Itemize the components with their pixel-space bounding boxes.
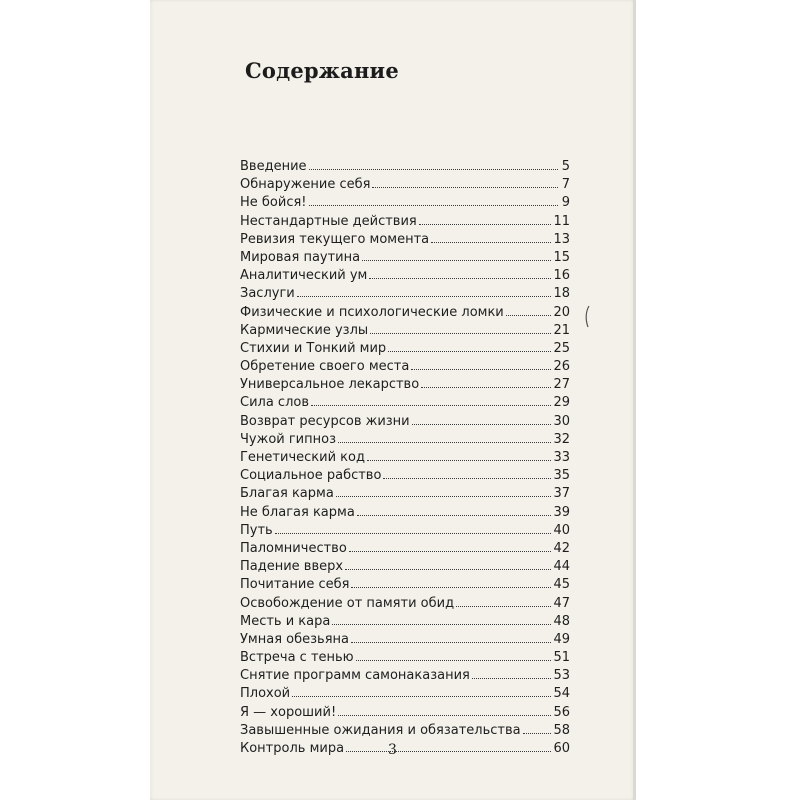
toc-entry-page: 32 <box>553 431 570 447</box>
toc-entry-title: Ревизия текущего момента <box>240 231 430 247</box>
dot-leader <box>351 587 551 588</box>
dot-leader <box>356 660 552 661</box>
toc-entry <box>240 214 570 232</box>
dot-leader <box>336 496 552 497</box>
toc-entry <box>240 395 570 413</box>
toc-entry-page: 33 <box>553 450 570 465</box>
toc-entry <box>240 596 570 614</box>
toc-entry-title: Стихии и Тонкий мир <box>240 340 387 356</box>
dot-leader <box>370 333 551 334</box>
toc-entry-page: 37 <box>553 486 570 502</box>
toc-entry <box>240 195 570 213</box>
dot-leader <box>419 224 552 225</box>
toc-entry <box>240 686 570 704</box>
toc-entry <box>240 377 570 395</box>
toc-entry <box>240 668 570 686</box>
toc-entry-title: Умная обезьяна <box>240 631 349 647</box>
toc-entry-page: 25 <box>553 340 570 356</box>
toc-entry <box>240 650 570 668</box>
dot-leader <box>369 278 551 279</box>
toc-entry-title: Путь <box>240 522 273 538</box>
dot-leader <box>411 369 551 370</box>
dot-leader <box>367 460 552 461</box>
toc-entry <box>240 705 570 723</box>
toc-entry-page: 5 <box>561 159 570 174</box>
toc-entry-page: 49 <box>553 631 570 647</box>
toc-entry <box>240 305 570 323</box>
dot-leader <box>431 242 551 243</box>
toc-entry-title: Не бойся! <box>240 195 307 211</box>
dot-leader <box>523 733 552 734</box>
toc-entry <box>240 450 570 468</box>
dot-leader <box>388 351 551 352</box>
toc-entry-page: 58 <box>553 722 570 738</box>
dot-leader <box>421 387 551 388</box>
toc-entry <box>240 432 570 450</box>
dot-leader <box>372 187 558 188</box>
dot-leader <box>297 296 552 297</box>
toc-entry-page: 35 <box>553 468 570 484</box>
toc-entry <box>240 359 570 377</box>
toc-entry-page: 7 <box>561 177 570 193</box>
toc-entry-page: 29 <box>553 395 570 411</box>
toc-entry-title: Освобождение от памяти обид <box>240 595 455 611</box>
dot-leader <box>472 678 552 679</box>
toc-entry-page: 54 <box>553 686 570 702</box>
toc-entry <box>240 468 570 486</box>
toc-entry-title: Аналитический ум <box>240 268 368 284</box>
toc-entry-title: Паломничество <box>240 540 347 556</box>
toc-entry <box>240 505 570 523</box>
toc-entry <box>240 486 570 504</box>
toc-entry-page: 60 <box>553 741 570 756</box>
toc-entry-page: 40 <box>553 522 570 538</box>
toc-entry <box>240 541 570 559</box>
page-edge <box>633 0 636 800</box>
toc-entry <box>240 323 570 341</box>
toc-entry-title: Месть и кара <box>240 613 331 629</box>
toc-entry-title: Я — хороший! <box>240 704 337 720</box>
toc-entry-title: Почитание себя <box>240 577 350 593</box>
page-number: 3 <box>388 742 397 758</box>
toc-entry <box>240 341 570 359</box>
toc-entry-page: 47 <box>553 595 570 611</box>
table-of-contents <box>240 159 570 759</box>
toc-entry-page: 39 <box>553 504 570 520</box>
dot-leader <box>275 533 552 534</box>
toc-entry-title: Мировая паутина <box>240 249 361 265</box>
toc-entry-title: Плохой <box>240 686 291 702</box>
dot-leader <box>338 442 551 443</box>
toc-entry-page: 53 <box>553 668 570 684</box>
toc-entry-page: 30 <box>553 413 570 429</box>
toc-entry-title: Падение вверх <box>240 559 344 575</box>
toc-entry-page: 13 <box>553 231 570 247</box>
toc-entry-title: Заслуги <box>240 286 295 302</box>
toc-entry <box>240 250 570 268</box>
toc-entry-page: 44 <box>553 559 570 575</box>
toc-entry-title: Возврат ресурсов жизни <box>240 413 410 429</box>
toc-entry-page: 9 <box>561 195 570 211</box>
dot-leader <box>456 606 551 607</box>
toc-entry <box>240 159 570 177</box>
dot-leader <box>412 424 552 425</box>
toc-entry-title: Обретение своего места <box>240 359 410 375</box>
toc-entry-title: Не благая карма <box>240 504 355 520</box>
toc-entry-page: 20 <box>553 304 570 320</box>
toc-entry <box>240 523 570 541</box>
toc-entry-title: Кармические узлы <box>240 322 369 338</box>
toc-entry <box>240 741 570 759</box>
dot-leader <box>309 205 558 206</box>
toc-entry-page: 42 <box>553 540 570 556</box>
toc-entry-title: Универсальное лекарство <box>240 377 420 393</box>
toc-entry-title: Чужой гипноз <box>240 431 336 447</box>
toc-entry-title: Завышенные ожидания и обязательства <box>240 722 521 738</box>
toc-entry-title: Физические и психологические ломки <box>240 304 504 320</box>
toc-entry-title: Социальное рабство <box>240 468 382 484</box>
dot-leader <box>346 751 551 752</box>
toc-entry-page: 21 <box>553 322 570 338</box>
toc-entry-title: Контроль мира <box>240 741 345 756</box>
toc-entry <box>240 632 570 650</box>
toc-entry <box>240 232 570 250</box>
toc-entry <box>240 414 570 432</box>
toc-entry-page: 45 <box>553 577 570 593</box>
page-title: Содержание <box>245 58 399 83</box>
pencil-mark <box>583 305 593 329</box>
toc-entry <box>240 268 570 286</box>
toc-entry-page: 11 <box>553 213 570 229</box>
dot-leader <box>292 696 551 697</box>
toc-entry-title: Обнаружение себя <box>240 177 371 193</box>
toc-entry <box>240 286 570 304</box>
dot-leader <box>338 715 551 716</box>
toc-entry-page: 27 <box>553 377 570 393</box>
toc-entry-title: Встреча с тенью <box>240 650 354 666</box>
toc-entry-page: 16 <box>553 268 570 284</box>
dot-leader <box>351 642 551 643</box>
toc-entry-title: Снятие программ самонаказания <box>240 668 470 684</box>
toc-entry-page: 56 <box>553 704 570 720</box>
toc-entry <box>240 614 570 632</box>
dot-leader <box>383 478 551 479</box>
dot-leader <box>309 169 558 170</box>
dot-leader <box>345 569 551 570</box>
toc-entry-page: 18 <box>553 286 570 302</box>
dot-leader <box>349 551 552 552</box>
dot-leader <box>357 515 552 516</box>
toc-entry-title: Сила слов <box>240 395 310 411</box>
toc-entry-page: 48 <box>553 613 570 629</box>
toc-entry-title: Нестандартные действия <box>240 213 417 229</box>
dot-leader <box>362 260 551 261</box>
toc-entry <box>240 723 570 741</box>
toc-entry-page: 15 <box>553 249 570 265</box>
toc-entry-page: 51 <box>553 650 570 666</box>
toc-entry-title: Генетический код <box>240 450 365 465</box>
dot-leader <box>332 624 551 625</box>
dot-leader <box>506 315 552 316</box>
toc-entry-page: 26 <box>553 359 570 375</box>
toc-entry <box>240 177 570 195</box>
toc-entry <box>240 559 570 577</box>
toc-entry-title: Введение <box>240 159 307 174</box>
toc-entry <box>240 577 570 595</box>
toc-entry-title: Благая карма <box>240 486 334 502</box>
dot-leader <box>311 405 551 406</box>
